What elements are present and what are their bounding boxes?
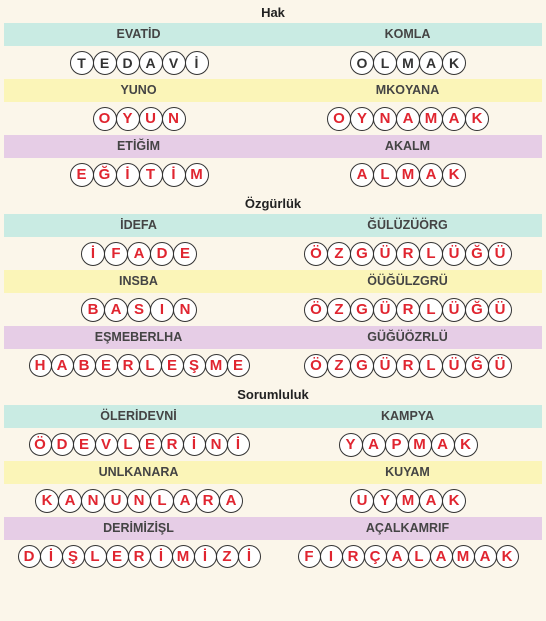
letter-circle[interactable]: A [58, 489, 82, 513]
scrambled-word: AKALM [384, 139, 431, 153]
letter-circle[interactable]: Ö [304, 354, 328, 378]
letter-circle[interactable]: I [150, 298, 174, 322]
letter-circle[interactable]: F [298, 545, 321, 568]
letter-circle[interactable]: G [350, 354, 374, 378]
scrambled-word-band [4, 270, 542, 293]
letter-circle[interactable]: İ [162, 163, 186, 187]
letter-circle[interactable]: L [373, 51, 397, 75]
letter-circle[interactable]: Z [327, 354, 351, 378]
answer-word [273, 433, 542, 457]
letter-circle[interactable]: Ş [62, 545, 85, 568]
answer-word [4, 163, 273, 187]
letter-circle[interactable]: K [442, 51, 466, 75]
letter-circle[interactable]: K [442, 163, 466, 187]
letter-circle[interactable]: A [104, 298, 128, 322]
letter-circle[interactable]: İ [227, 433, 250, 456]
answer-row [4, 540, 542, 573]
letter-circle[interactable]: R [161, 433, 184, 456]
letter-circle[interactable]: L [150, 489, 174, 513]
section-title: Hak [261, 5, 285, 20]
letter-circle[interactable]: L [408, 545, 431, 568]
scrambled-word: AÇALKAMRIF [365, 521, 450, 535]
letter-circle[interactable]: E [95, 354, 118, 377]
letter-circle[interactable]: Y [116, 107, 140, 131]
letter-circle[interactable]: A [386, 545, 409, 568]
letter-circle[interactable]: E [70, 163, 94, 187]
letter-circle[interactable]: Ü [488, 298, 512, 322]
scrambled-word: ĞÜLÜZÜÖRG [367, 218, 448, 232]
answer-word [273, 242, 542, 266]
letter-circle[interactable]: A [474, 545, 497, 568]
letter-circle[interactable]: Ü [488, 354, 512, 378]
letter-circle[interactable]: A [419, 489, 443, 513]
answer-row [4, 237, 542, 270]
letter-circle[interactable]: İ [40, 545, 63, 568]
letter-circle[interactable]: E [93, 51, 117, 75]
letter-circle[interactable]: A [51, 354, 74, 377]
letter-circle[interactable]: V [162, 51, 186, 75]
scrambled-word: KUYAM [385, 465, 430, 479]
scrambled-word: GÜĞÜÖZRLÜ [367, 330, 448, 344]
letter-circle[interactable]: L [373, 163, 397, 187]
letter-circle[interactable]: Z [327, 242, 351, 266]
letter-circle[interactable]: R [396, 298, 420, 322]
scrambled-word-band [4, 214, 542, 237]
letter-circle[interactable]: Ü [373, 242, 397, 266]
letter-circle[interactable]: D [116, 51, 140, 75]
letter-circle[interactable]: G [350, 242, 374, 266]
letter-circle[interactable]: N [373, 107, 397, 131]
scrambled-word: KAMPYA [380, 409, 435, 423]
letter-circle[interactable]: M [396, 489, 420, 513]
letter-circle[interactable]: D [18, 545, 41, 568]
letter-circle[interactable]: U [104, 489, 128, 513]
answer-row [4, 158, 542, 191]
answer-word [273, 107, 542, 131]
letter-circle[interactable]: A [431, 433, 455, 457]
letter-circle[interactable]: S [127, 298, 151, 322]
scrambled-word: MKOYANA [375, 83, 440, 97]
letter-circle[interactable]: M [185, 163, 209, 187]
answer-word [273, 298, 542, 322]
answer-row [4, 293, 542, 326]
scrambled-word: DERİMİZİŞL [103, 521, 174, 535]
letter-circle[interactable]: L [117, 433, 140, 456]
letter-circle[interactable]: B [73, 354, 96, 377]
answer-word [4, 107, 273, 131]
letter-circle[interactable]: İ [185, 51, 209, 75]
scrambled-word-band [4, 326, 542, 349]
letter-circle[interactable]: L [419, 242, 443, 266]
letter-circle[interactable]: K [442, 489, 466, 513]
letter-circle[interactable]: İ [238, 545, 261, 568]
scrambled-word: UNLKANARA [98, 465, 179, 479]
letter-circle[interactable]: Ğ [465, 242, 489, 266]
answer-word [273, 163, 542, 187]
letter-circle[interactable]: B [81, 298, 105, 322]
answer-word [4, 545, 273, 568]
letter-circle[interactable]: M [205, 354, 228, 377]
letter-circle[interactable]: A [442, 107, 466, 131]
scrambled-word-band [4, 461, 542, 484]
letter-circle[interactable]: K [465, 107, 489, 131]
letter-circle[interactable]: R [342, 545, 365, 568]
scrambled-word: ETİĞİM [116, 139, 161, 153]
letter-circle[interactable]: V [95, 433, 118, 456]
scrambled-word-band [4, 79, 542, 102]
section-title: Sorumluluk [237, 387, 309, 402]
answer-word [4, 354, 273, 377]
letter-circle[interactable]: M [452, 545, 475, 568]
letter-circle[interactable]: N [173, 298, 197, 322]
worksheet [0, 3, 546, 621]
letter-circle[interactable]: O [327, 107, 351, 131]
letter-circle[interactable]: U [350, 489, 374, 513]
answer-row [4, 349, 542, 382]
letter-circle[interactable]: M [396, 51, 420, 75]
letter-circle[interactable]: İ [150, 545, 173, 568]
letter-circle[interactable]: M [172, 545, 195, 568]
answer-word [273, 51, 542, 75]
letter-circle[interactable]: A [419, 51, 443, 75]
answer-word [4, 242, 273, 266]
letter-circle[interactable]: İ [81, 242, 105, 266]
letter-circle[interactable]: E [227, 354, 250, 377]
letter-circle[interactable]: Ğ [465, 354, 489, 378]
scrambled-word-band [4, 23, 542, 46]
letter-circle[interactable]: T [139, 163, 163, 187]
answer-word [273, 545, 542, 568]
letter-circle[interactable]: Y [339, 433, 363, 457]
letter-circle[interactable]: F [104, 242, 128, 266]
scrambled-word: INSBA [119, 274, 158, 288]
letter-circle[interactable]: K [454, 433, 478, 457]
answer-word [4, 433, 273, 456]
scrambled-word: İDEFA [120, 218, 157, 232]
letter-circle[interactable]: Ü [442, 242, 466, 266]
letter-circle[interactable]: K [496, 545, 519, 568]
letter-circle[interactable]: Ü [442, 354, 466, 378]
letter-circle[interactable]: N [81, 489, 105, 513]
letter-circle[interactable]: E [73, 433, 96, 456]
section-title: Özgürlük [244, 196, 302, 211]
letter-circle[interactable]: M [408, 433, 432, 457]
answer-row [4, 46, 542, 79]
answer-row [4, 428, 542, 461]
answer-word [273, 354, 542, 378]
letter-circle[interactable]: Ş [183, 354, 206, 377]
letter-circle[interactable]: Ç [364, 545, 387, 568]
letter-circle[interactable]: L [84, 545, 107, 568]
letter-circle[interactable]: Ü [373, 298, 397, 322]
answer-row [4, 484, 542, 517]
scrambled-word-band [4, 135, 542, 158]
scrambled-word: YUNO [120, 83, 157, 97]
scrambled-word: KOMLA [384, 27, 431, 41]
letter-circle[interactable]: N [205, 433, 228, 456]
letter-circle[interactable]: E [106, 545, 129, 568]
scrambled-word: ÖLERİDEVNİ [100, 409, 177, 423]
letter-circle[interactable]: G [350, 298, 374, 322]
scrambled-word-band [4, 517, 542, 540]
letter-circle[interactable]: Ü [488, 242, 512, 266]
scrambled-word-band [4, 405, 542, 428]
scrambled-word: EVATİD [116, 27, 161, 41]
letter-circle[interactable]: Ü [373, 354, 397, 378]
letter-circle[interactable]: L [419, 298, 443, 322]
letter-circle[interactable]: U [139, 107, 163, 131]
letter-circle[interactable]: İ [183, 433, 206, 456]
letter-circle[interactable]: M [396, 163, 420, 187]
letter-circle[interactable]: L [139, 354, 162, 377]
letter-circle[interactable]: O [93, 107, 117, 131]
letter-circle[interactable]: A [173, 489, 197, 513]
letter-circle[interactable]: R [128, 545, 151, 568]
letter-circle[interactable]: T [70, 51, 94, 75]
letter-circle[interactable]: E [161, 354, 184, 377]
letter-circle[interactable]: Y [373, 489, 397, 513]
letter-circle[interactable]: E [173, 242, 197, 266]
letter-circle[interactable]: A [430, 545, 453, 568]
letter-circle[interactable]: Ğ [93, 163, 117, 187]
letter-circle[interactable]: H [29, 354, 52, 377]
letter-circle[interactable]: I [320, 545, 343, 568]
letter-circle[interactable]: R [396, 242, 420, 266]
letter-circle[interactable]: A [350, 163, 374, 187]
letter-circle[interactable]: E [139, 433, 162, 456]
answer-row [4, 102, 542, 135]
letter-circle[interactable]: M [419, 107, 443, 131]
letter-circle[interactable]: Z [216, 545, 239, 568]
letter-circle[interactable]: İ [194, 545, 217, 568]
answer-word [4, 298, 273, 322]
letter-circle[interactable]: D [150, 242, 174, 266]
answer-word [4, 51, 273, 75]
scrambled-word: ÖÜĞÜLZGRÜ [367, 274, 448, 288]
letter-circle[interactable]: K [35, 489, 59, 513]
letter-circle[interactable]: Y [350, 107, 374, 131]
letter-circle[interactable]: L [419, 354, 443, 378]
letter-circle[interactable]: R [196, 489, 220, 513]
letter-circle[interactable]: Ö [304, 242, 328, 266]
letter-circle[interactable]: R [117, 354, 140, 377]
letter-circle[interactable]: Ö [304, 298, 328, 322]
letter-circle[interactable]: O [350, 51, 374, 75]
letter-circle[interactable]: D [51, 433, 74, 456]
answer-word [273, 489, 542, 513]
scrambled-word: EŞMEBERLHA [94, 330, 183, 344]
letter-circle[interactable]: P [385, 433, 409, 457]
letter-circle[interactable]: R [396, 354, 420, 378]
answer-word [4, 489, 273, 513]
letter-circle[interactable]: N [127, 489, 151, 513]
letter-circle[interactable]: Ö [29, 433, 52, 456]
letter-circle[interactable]: A [419, 163, 443, 187]
letter-circle[interactable]: İ [116, 163, 140, 187]
letter-circle[interactable]: Ü [442, 298, 466, 322]
letter-circle[interactable]: A [396, 107, 420, 131]
letter-circle[interactable]: A [127, 242, 151, 266]
letter-circle[interactable]: A [139, 51, 163, 75]
letter-circle[interactable]: Ğ [465, 298, 489, 322]
letter-circle[interactable]: A [219, 489, 243, 513]
letter-circle[interactable]: A [362, 433, 386, 457]
letter-circle[interactable]: Z [327, 298, 351, 322]
letter-circle[interactable]: N [162, 107, 186, 131]
